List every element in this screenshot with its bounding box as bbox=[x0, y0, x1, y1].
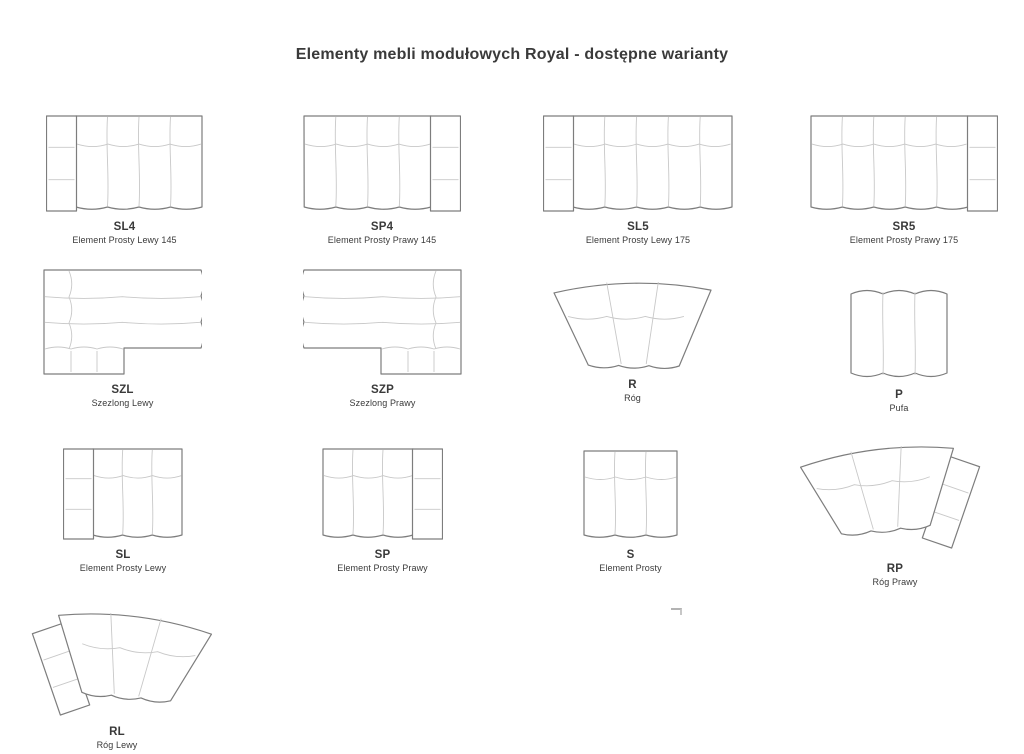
module-card-sl5 bbox=[543, 115, 733, 245]
page-title: Elementy mebli modułowych Royal - dostępne warianty bbox=[295, 46, 729, 63]
module-code: RP bbox=[886, 563, 904, 575]
module-card-r bbox=[552, 276, 713, 403]
module-subtitle: Róg bbox=[624, 393, 641, 403]
module-subtitle: Szezlong Prawy bbox=[349, 398, 416, 408]
module-card-sl bbox=[63, 448, 183, 573]
stray-mark-icon bbox=[671, 608, 682, 615]
module-code: SZL bbox=[111, 384, 134, 396]
module-code: SR5 bbox=[892, 221, 916, 233]
module-card-szp bbox=[303, 269, 462, 408]
module-code: SL5 bbox=[627, 221, 649, 233]
module-code: SL bbox=[115, 549, 131, 561]
module-subtitle: Róg Lewy bbox=[96, 740, 138, 750]
module-subtitle: Element Prosty Prawy bbox=[337, 563, 428, 573]
module-subtitle: Element Prosty bbox=[599, 563, 662, 573]
pouf-drawing bbox=[850, 287, 948, 380]
sofa-straight-left-4-drawing bbox=[46, 115, 203, 212]
module-code: R bbox=[628, 379, 637, 391]
sofa-straight-left-3-drawing bbox=[63, 448, 183, 540]
module-card-sl4 bbox=[46, 115, 203, 245]
module-subtitle: Róg Prawy bbox=[872, 577, 918, 587]
module-code: SP4 bbox=[370, 221, 394, 233]
module-code: SL4 bbox=[113, 221, 136, 233]
module-subtitle: Szezlong Lewy bbox=[91, 398, 154, 408]
module-subtitle: Element Prosty Prawy 145 bbox=[327, 235, 437, 245]
module-code: SZP bbox=[371, 384, 394, 396]
corner-right-drawing bbox=[800, 446, 990, 554]
module-card-sp bbox=[322, 448, 443, 573]
corner-left-drawing bbox=[22, 613, 212, 717]
chaise-right-drawing bbox=[303, 269, 462, 375]
module-card-rl bbox=[22, 613, 212, 750]
sofa-straight-left-5-drawing bbox=[543, 115, 733, 212]
module-subtitle: Element Prosty Prawy 175 bbox=[849, 235, 959, 245]
module-card-szl bbox=[43, 269, 202, 408]
sofa-straight-right-4-drawing bbox=[303, 115, 461, 212]
module-card-sp4 bbox=[303, 115, 461, 245]
module-subtitle: Pufa bbox=[889, 403, 909, 413]
corner-drawing bbox=[552, 276, 713, 370]
module-code: P bbox=[895, 389, 903, 401]
module-card-p bbox=[850, 287, 948, 413]
module-subtitle: Element Prosty Lewy 145 bbox=[72, 235, 177, 245]
module-code: RL bbox=[109, 726, 125, 738]
sofa-straight-right-3-drawing bbox=[322, 448, 443, 540]
sofa-straight-right-5-drawing bbox=[810, 115, 998, 212]
module-code: SP bbox=[374, 549, 391, 561]
module-code: S bbox=[626, 549, 635, 561]
module-card-rp bbox=[800, 446, 990, 587]
module-card-s bbox=[583, 450, 678, 573]
module-card-sr5 bbox=[810, 115, 998, 245]
module-subtitle: Element Prosty Lewy bbox=[79, 563, 167, 573]
chaise-left-drawing bbox=[43, 269, 202, 375]
module-subtitle: Element Prosty Lewy 175 bbox=[585, 235, 691, 245]
sofa-straight-3-drawing bbox=[583, 450, 678, 540]
